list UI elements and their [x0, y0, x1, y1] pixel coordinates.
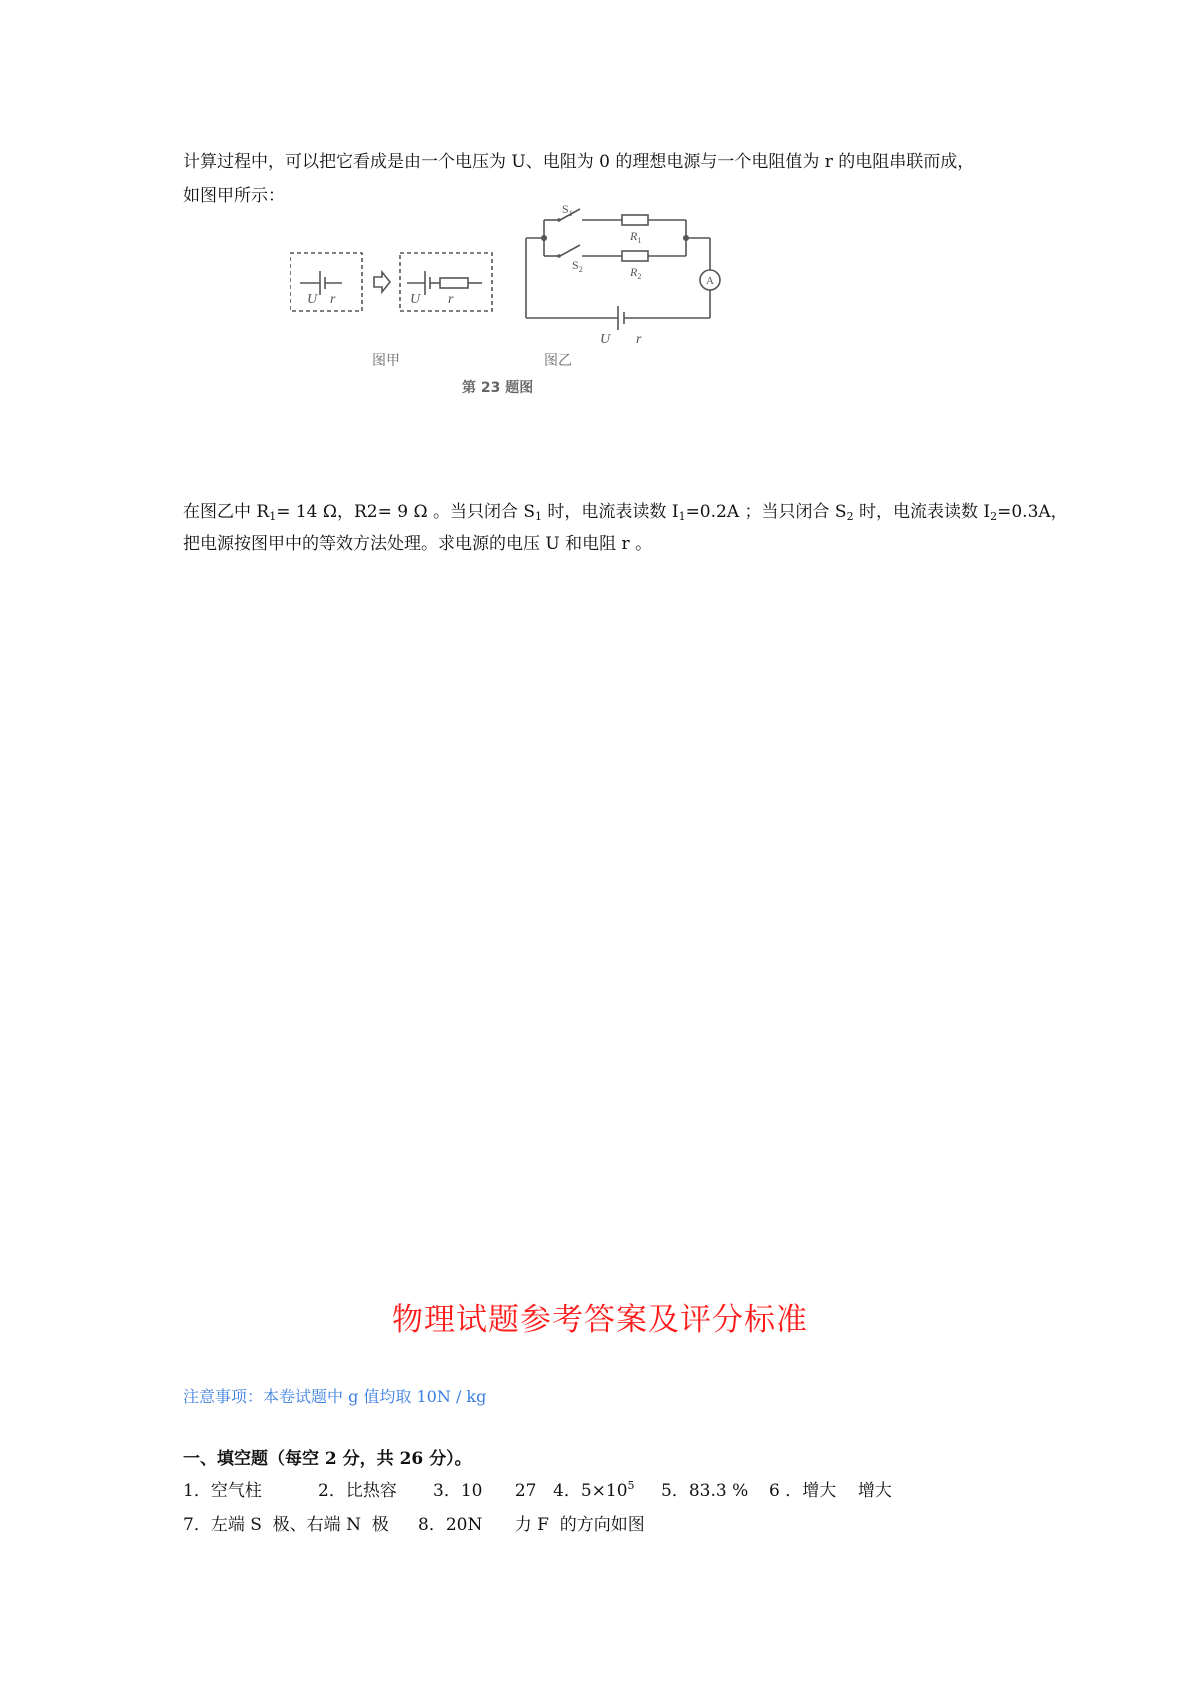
- answer-note: 注意事项：本卷试题中 g 值均取 10N / kg: [183, 1387, 487, 1406]
- text-seg: =0.3A，: [997, 502, 1068, 522]
- arrow-icon: [374, 272, 390, 292]
- answer-3: 3．10 27: [433, 1481, 537, 1501]
- label-s2: $S_2$: [572, 258, 583, 274]
- label-u-2: U: [410, 292, 421, 307]
- answer-row-1: [183, 1476, 892, 1501]
- text-seg: 时，电流表读数 I: [542, 502, 679, 522]
- problem-text-line-4: 把电源按图甲中的等效方法处理。求电源的电压 U 和电阻 r 。: [183, 534, 653, 554]
- subscript: 2: [990, 510, 998, 523]
- problem-text-line-1: 计算过程中，可以把它看成是由一个电压为 U、电阻为 0 的理想电源与一个电阻值为 r 的电阻串联而成，: [183, 152, 975, 172]
- answer-7: 7．左端 S 极、右端 N 极: [183, 1515, 389, 1535]
- answer-6: 6 ．增大 增大: [769, 1481, 892, 1501]
- text-seg: =0.2A ；当只闭合 S: [685, 502, 847, 522]
- junction-right: [683, 235, 689, 241]
- switch-s2-terminal: [557, 254, 561, 258]
- caption-jia: 图甲: [372, 353, 400, 369]
- label-r2: $R_2$: [630, 265, 642, 281]
- caption-yi: 图乙: [544, 353, 572, 369]
- subscript: 1: [535, 510, 543, 523]
- label-ammeter: A: [706, 275, 714, 287]
- answer-row-2: [183, 1510, 645, 1535]
- text-seg: 时，电流表读数 I: [853, 502, 991, 522]
- label-s1: $S_1$: [562, 205, 573, 218]
- resistor-r2: [622, 251, 648, 261]
- answer-4: [553, 1476, 661, 1501]
- caption-main: 第 23 题图: [462, 380, 534, 396]
- switch-s2-blade: [560, 245, 580, 256]
- subscript: 1: [269, 510, 277, 523]
- label-u-1: U: [307, 292, 318, 307]
- label-r1: $R_1$: [630, 229, 642, 245]
- answer-key-title: 物理试题参考答案及评分标准: [392, 1302, 808, 1338]
- problem-text-line-3: [183, 500, 1068, 524]
- equivalent-source-box-1: [290, 253, 362, 311]
- answer-5: 5．83.3 %: [661, 1481, 749, 1501]
- text-seg: 在图乙中 R: [183, 502, 270, 522]
- answer-1: 1．空气柱: [183, 1481, 262, 1501]
- label-r-1: r: [330, 292, 336, 307]
- problem-text-line-2: 如图甲所示：: [183, 186, 285, 206]
- answer-8: 8．20N 力 F 的方向如图: [418, 1515, 645, 1535]
- answer-4-base: 4．5×10: [553, 1481, 628, 1501]
- subscript: 1: [678, 510, 686, 523]
- label-r-main: r: [636, 332, 642, 347]
- answer-4-exponent: 5: [627, 1479, 635, 1492]
- label-r-2: r: [448, 292, 454, 307]
- junction-left: [541, 235, 547, 241]
- section-fill-in-heading: 一、填空题（每空 2 分，共 26 分）。: [183, 1449, 472, 1469]
- circuit-figure: [290, 205, 800, 435]
- switch-s1-terminal: [557, 218, 561, 222]
- answer-2: 2．比热容: [318, 1481, 397, 1501]
- text-seg: = 14 Ω，R2= 9 Ω 。当只闭合 S: [276, 502, 536, 522]
- subscript: 2: [846, 510, 854, 523]
- resistor-r1: [622, 215, 648, 225]
- internal-resistor: [440, 278, 468, 288]
- label-u-main: U: [600, 332, 611, 347]
